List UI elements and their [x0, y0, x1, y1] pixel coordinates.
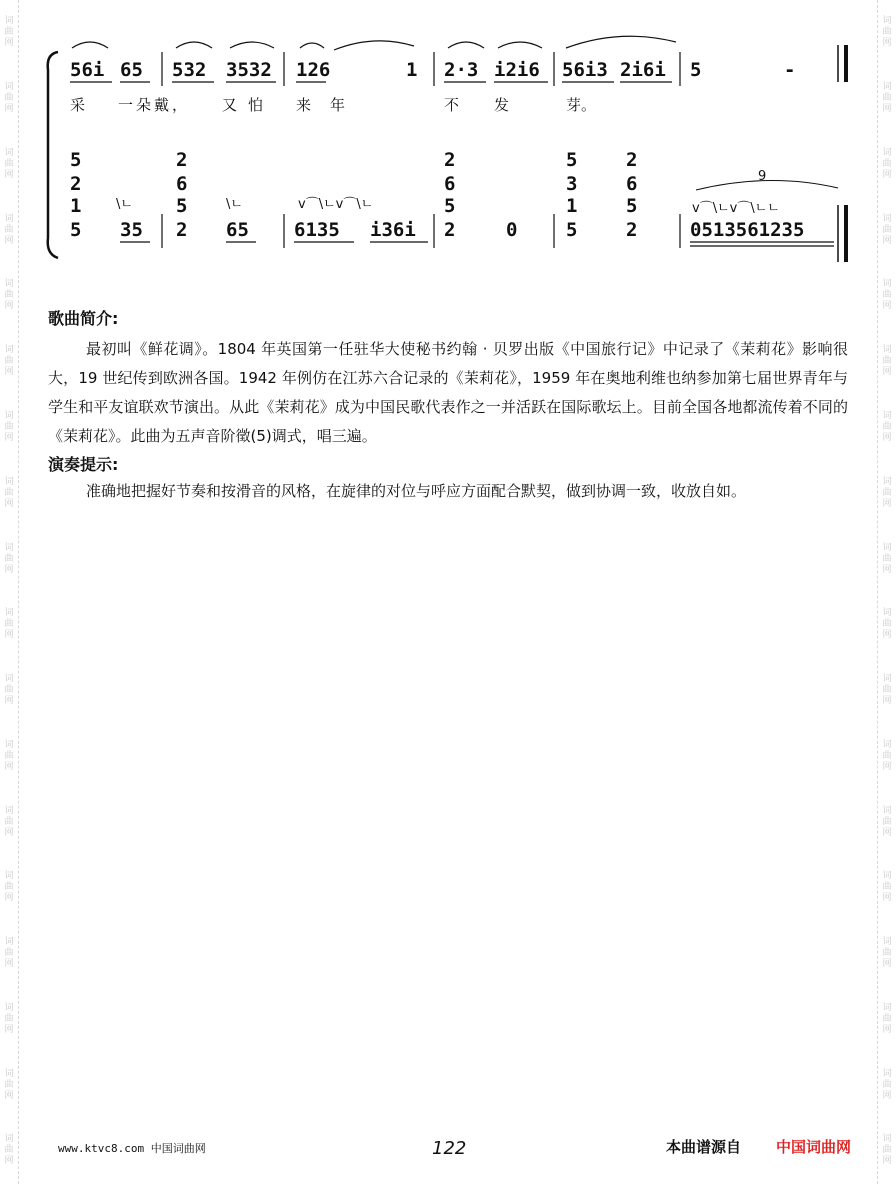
- lyric-char: 一朵戴，: [118, 96, 191, 114]
- brand-link[interactable]: 中国词曲网: [776, 1138, 852, 1156]
- watermark-char: 网: [882, 169, 892, 180]
- bass-note: 2: [176, 219, 188, 241]
- watermark-group: [882, 1003, 891, 1036]
- watermark-char: 词: [882, 871, 892, 882]
- watermark-group: [882, 806, 891, 839]
- watermark-group: [4, 411, 13, 444]
- chord-note: 2: [444, 149, 456, 171]
- watermark-group: [882, 345, 891, 378]
- chord-note: 3: [566, 173, 578, 195]
- watermark-char: 网: [4, 1090, 14, 1101]
- watermark-char: 曲: [4, 421, 14, 432]
- chord-note: 2: [626, 149, 638, 171]
- watermark-char: 网: [882, 761, 892, 772]
- chord-note: 6: [176, 173, 188, 195]
- chord-note: 5: [566, 149, 578, 171]
- watermark-group: [882, 608, 891, 641]
- watermark-char: 词: [882, 345, 892, 356]
- lyric-char: 怕: [248, 96, 264, 114]
- watermark-group: [882, 674, 891, 707]
- chord-note: 5: [626, 195, 638, 217]
- watermark-group: [4, 806, 13, 839]
- intro-section: [48, 306, 848, 451]
- bass-note: 5: [70, 219, 82, 241]
- chord-note: 6: [626, 173, 638, 195]
- watermark-char: 曲: [4, 816, 14, 827]
- chord-note: 1: [566, 195, 578, 217]
- watermark-char: 曲: [4, 948, 14, 959]
- watermark-char: 词: [4, 279, 14, 290]
- watermark-char: 曲: [4, 1013, 14, 1024]
- bass-note: 0: [506, 219, 518, 241]
- lyric-char: 又: [222, 96, 238, 114]
- watermark-char: 词: [4, 147, 14, 158]
- watermark-char: 网: [882, 367, 892, 378]
- watermark-char: 网: [882, 38, 892, 49]
- watermark-char: 曲: [4, 553, 14, 564]
- intro-heading: 歌曲简介:: [48, 309, 119, 328]
- watermark-char: 词: [882, 279, 892, 290]
- chord-note: 2: [70, 173, 82, 195]
- watermark-group: [4, 1069, 13, 1102]
- watermark-char: 曲: [4, 356, 14, 367]
- watermark-char: 词: [882, 542, 892, 553]
- watermark-char: 词: [882, 213, 892, 224]
- bass-note: 2: [444, 219, 456, 241]
- fingering-mark: v⌒\ㄴv⌒\ㄴㄴ: [692, 201, 780, 216]
- watermark-char: 词: [4, 345, 14, 356]
- footer-url[interactable]: www.ktvc8.com 中国词曲网: [58, 1142, 206, 1155]
- watermark-char: 网: [4, 367, 14, 378]
- watermark-char: 词: [4, 410, 14, 421]
- bass-note: 65: [226, 219, 249, 241]
- tips-section: [48, 452, 848, 506]
- melody-note: -: [784, 59, 796, 81]
- watermark-char: 网: [4, 1156, 14, 1167]
- watermark-char: 网: [882, 959, 892, 970]
- tips-heading: 演奏提示:: [48, 455, 119, 474]
- melody-note: 65: [120, 59, 143, 81]
- watermark-group: [882, 740, 891, 773]
- watermark-char: 词: [4, 674, 14, 685]
- watermark-char: 词: [4, 476, 14, 487]
- watermark-group: [882, 871, 891, 904]
- melody-line: [70, 36, 795, 86]
- melody-note: 1: [406, 59, 418, 81]
- watermark-char: 网: [4, 630, 14, 641]
- watermark-char: 曲: [4, 224, 14, 235]
- watermark-char: 网: [4, 301, 14, 312]
- melody-note: 3532: [226, 59, 272, 81]
- lyric-char: 来: [296, 96, 312, 114]
- watermark-char: 词: [4, 871, 14, 882]
- watermark-char: 词: [4, 937, 14, 948]
- lyric-char: 年: [330, 96, 346, 114]
- watermark-char: 网: [4, 38, 14, 49]
- watermark-char: 曲: [4, 487, 14, 498]
- watermark-group: [4, 477, 13, 510]
- watermark-char: 词: [882, 937, 892, 948]
- watermark-char: 曲: [4, 93, 14, 104]
- watermark-char: 词: [882, 1134, 892, 1145]
- chord-note: 5: [176, 195, 188, 217]
- watermark-char: 网: [4, 827, 14, 838]
- watermark-group: [4, 871, 13, 904]
- watermark-char: 曲: [882, 290, 892, 301]
- watermark-group: [882, 411, 891, 444]
- watermark-char: 网: [882, 1156, 892, 1167]
- watermark-char: 词: [4, 213, 14, 224]
- watermark-char: 词: [882, 1068, 892, 1079]
- watermark-char: 词: [882, 82, 892, 93]
- bass-note: 35: [120, 219, 143, 241]
- watermark-char: 词: [882, 476, 892, 487]
- fingering-mark: v⌒\ㄴv⌒\ㄴ: [298, 197, 374, 212]
- melody-note: 2·3: [444, 59, 479, 81]
- lyric-char: 采: [70, 96, 86, 114]
- fingering-mark: 9: [758, 169, 767, 184]
- chord-note: 6: [444, 173, 456, 195]
- music-score: [0, 0, 896, 290]
- watermark-char: 词: [4, 1134, 14, 1145]
- melody-note: i2i6: [494, 59, 540, 81]
- watermark-char: 网: [882, 630, 892, 641]
- bass-line: [70, 214, 834, 248]
- watermark-group: [882, 1069, 891, 1102]
- watermark-char: 曲: [882, 1013, 892, 1024]
- watermark-char: 曲: [4, 685, 14, 696]
- watermark-group: [4, 937, 13, 970]
- watermark-char: 曲: [882, 356, 892, 367]
- watermark-char: 曲: [882, 882, 892, 893]
- fingering-marks: [116, 169, 838, 216]
- watermark-group: [4, 608, 13, 641]
- watermark-char: 曲: [882, 224, 892, 235]
- watermark-char: 网: [4, 893, 14, 904]
- watermark-char: 词: [882, 608, 892, 619]
- watermark-char: 曲: [4, 750, 14, 761]
- watermark-char: 曲: [882, 619, 892, 630]
- bass-note: 0513561235: [690, 219, 805, 241]
- watermark-char: 词: [4, 1002, 14, 1013]
- watermark-group: [882, 937, 891, 970]
- page-number: 122: [432, 1138, 467, 1159]
- watermark-char: 曲: [4, 290, 14, 301]
- watermark-char: 曲: [4, 619, 14, 630]
- watermark-group: [4, 345, 13, 378]
- watermark-char: 词: [4, 16, 14, 27]
- watermark-char: 词: [882, 410, 892, 421]
- bass-note: i36i: [370, 219, 416, 241]
- watermark-char: 网: [882, 827, 892, 838]
- chord-note: 5: [444, 195, 456, 217]
- watermark-char: 词: [4, 739, 14, 750]
- watermark-group: [4, 543, 13, 576]
- watermark-char: 词: [882, 1002, 892, 1013]
- watermark-char: 曲: [882, 553, 892, 564]
- lyric-char: 芽。: [566, 96, 597, 114]
- watermark-char: 网: [882, 1090, 892, 1101]
- lyric-char: 不: [444, 96, 460, 114]
- watermark-char: 曲: [882, 948, 892, 959]
- chord-note: 2: [176, 149, 188, 171]
- watermark-char: 网: [4, 169, 14, 180]
- watermark-char: 词: [882, 147, 892, 158]
- watermark-char: 曲: [4, 882, 14, 893]
- tips-body: 准确地把握好节奏和按滑音的风格，在旋律的对位与呼应方面配合默契，做到协调一致，收放自如。: [86, 482, 747, 500]
- chord-note: 1: [70, 195, 82, 217]
- watermark-char: 曲: [882, 1079, 892, 1090]
- watermark-char: 词: [4, 608, 14, 619]
- intro-body: 最初叫《鲜花调》。1804 年英国第一任驻华大使秘书约翰 · 贝罗出版《中国旅行记》中记录了《茉莉花》影响很大，19 世纪传到欧洲各国。1942 年例仿在江苏六合记录的《茉莉花》，1959 年在奥地利维也纳参加第七届世界青年与学生和平友谊联欢节演出。从此《茉莉花》成为中国民歌代表作之一并活跃在国际歌坛上。目前全国各地都流传着不同的《茉莉花》。此曲为五声音阶徵(5)调式，唱三遍。: [48, 340, 848, 445]
- watermark-char: 网: [882, 1024, 892, 1035]
- watermark-char: 网: [882, 235, 892, 246]
- page-footer: [0, 1132, 896, 1172]
- watermark-char: 词: [4, 542, 14, 553]
- bass-note: 5: [566, 219, 578, 241]
- watermark-group: [4, 674, 13, 707]
- watermark-char: 曲: [882, 750, 892, 761]
- watermark-char: 曲: [4, 158, 14, 169]
- watermark-char: 曲: [4, 1145, 14, 1156]
- watermark-char: 曲: [882, 158, 892, 169]
- watermark-char: 词: [882, 805, 892, 816]
- bass-note: 6135: [294, 219, 340, 241]
- watermark-char: 曲: [882, 487, 892, 498]
- watermark-char: 网: [4, 761, 14, 772]
- watermark-group: [882, 477, 891, 510]
- watermark-char: 网: [882, 893, 892, 904]
- watermark-char: 词: [882, 674, 892, 685]
- watermark-char: 网: [4, 235, 14, 246]
- watermark-char: 曲: [4, 1079, 14, 1090]
- watermark-char: 曲: [882, 816, 892, 827]
- watermark-char: 网: [882, 301, 892, 312]
- watermark-char: 曲: [4, 27, 14, 38]
- fingering-mark: \ㄴ: [226, 197, 243, 212]
- watermark-char: 网: [4, 1024, 14, 1035]
- watermark-char: 网: [882, 564, 892, 575]
- watermark-char: 网: [882, 432, 892, 443]
- watermark-char: 网: [882, 498, 892, 509]
- watermark-char: 词: [4, 82, 14, 93]
- watermark-char: 词: [4, 1068, 14, 1079]
- chord-note: 5: [70, 149, 82, 171]
- bass-note: 2: [626, 219, 638, 241]
- watermark-char: 网: [4, 104, 14, 115]
- watermark-char: 曲: [882, 1145, 892, 1156]
- watermark-group: [4, 1003, 13, 1036]
- fingering-mark: \ㄴ: [116, 197, 133, 212]
- watermark-char: 网: [882, 696, 892, 707]
- watermark-char: 网: [4, 959, 14, 970]
- melody-note: 532: [172, 59, 207, 81]
- melody-note: 2i6i: [620, 59, 666, 81]
- watermark-char: 网: [4, 696, 14, 707]
- watermark-char: 网: [4, 432, 14, 443]
- melody-note: 5: [690, 59, 702, 81]
- watermark-char: 曲: [882, 421, 892, 432]
- watermark-char: 词: [4, 805, 14, 816]
- melody-note: 126: [296, 59, 331, 81]
- lyric-char: 发: [494, 96, 510, 114]
- watermark-char: 网: [4, 564, 14, 575]
- melody-note: 56i: [70, 59, 105, 81]
- watermark-char: 词: [882, 16, 892, 27]
- melody-note: 56i3: [562, 59, 608, 81]
- source-label: 本曲谱源自: [666, 1138, 742, 1156]
- watermark-char: 曲: [882, 685, 892, 696]
- watermark-char: 曲: [882, 27, 892, 38]
- watermark-char: 网: [882, 104, 892, 115]
- watermark-group: [4, 740, 13, 773]
- watermark-char: 网: [4, 498, 14, 509]
- watermark-char: 词: [882, 739, 892, 750]
- watermark-char: 曲: [882, 93, 892, 104]
- lyrics-line: [70, 96, 596, 114]
- watermark-group: [882, 543, 891, 576]
